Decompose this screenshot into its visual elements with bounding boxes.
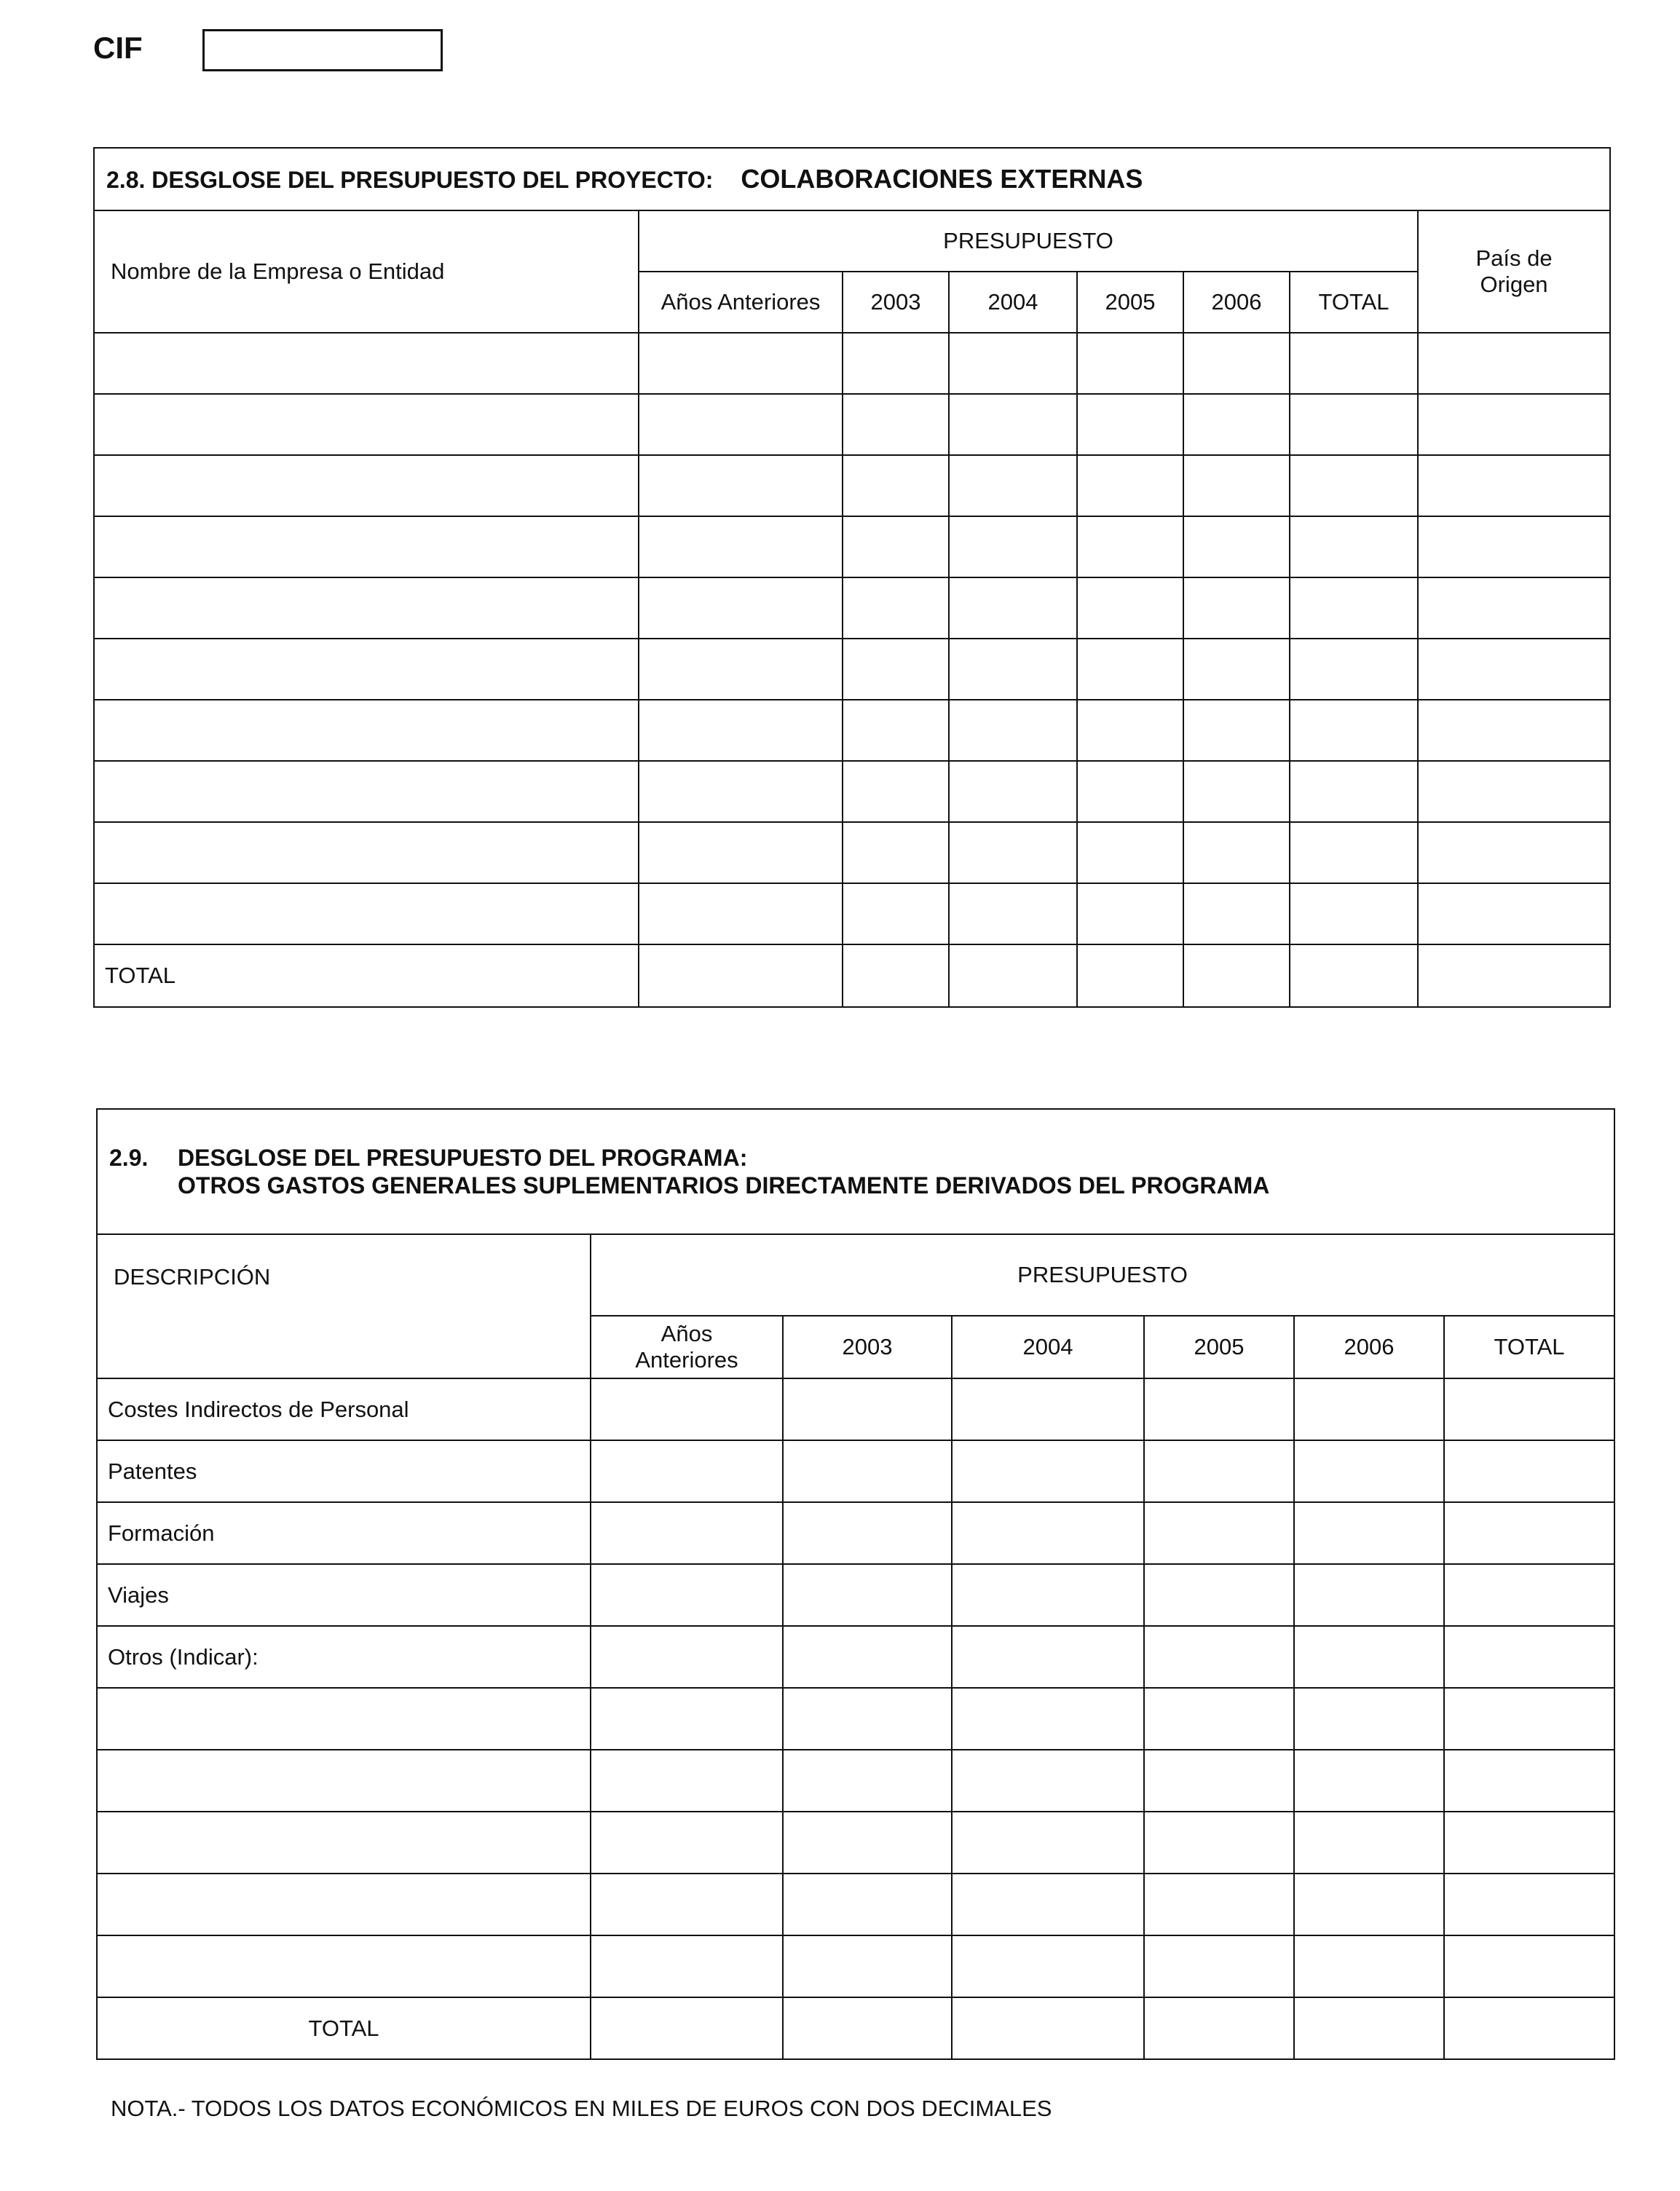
budget-input-cell[interactable] bbox=[591, 1874, 783, 1935]
budget-input-cell[interactable] bbox=[1444, 1688, 1614, 1750]
section-2-8-subtitle: COLABORACIONES EXTERNAS bbox=[741, 164, 1143, 194]
col-header-3: 2005 bbox=[1077, 272, 1183, 333]
col-header-2-4: TOTAL bbox=[1444, 1316, 1614, 1378]
budget-input-cell[interactable] bbox=[1294, 1874, 1444, 1935]
budget-input-cell[interactable] bbox=[843, 394, 949, 455]
table-row bbox=[94, 822, 1610, 883]
entidad-input-cell[interactable] bbox=[94, 394, 639, 455]
budget-input-cell[interactable] bbox=[1077, 333, 1183, 394]
budget-input-cell[interactable] bbox=[1444, 1812, 1614, 1874]
table-colaboraciones-externas bbox=[93, 147, 1611, 1008]
budget-input-cell[interactable] bbox=[949, 455, 1077, 516]
table-row bbox=[97, 1750, 1614, 1812]
col-header-presupuesto: PRESUPUESTO bbox=[639, 210, 1418, 272]
budget-input-cell[interactable] bbox=[952, 1502, 1144, 1564]
row-description: Otros (Indicar): bbox=[97, 1626, 591, 1688]
budget-input-cell[interactable] bbox=[949, 333, 1077, 394]
entidad-input-cell[interactable] bbox=[94, 761, 639, 822]
budget-input-cell[interactable] bbox=[1444, 1502, 1614, 1564]
budget-input-cell[interactable] bbox=[1077, 577, 1183, 639]
col-header-pais-line2: Origen bbox=[1480, 272, 1548, 297]
budget-input-cell[interactable] bbox=[843, 516, 949, 577]
budget-input-cell[interactable] bbox=[949, 394, 1077, 455]
cif-input-box[interactable] bbox=[202, 29, 443, 71]
table-row bbox=[97, 1812, 1614, 1874]
total-input-cell[interactable] bbox=[1294, 1997, 1444, 2059]
budget-input-cell[interactable] bbox=[1144, 1935, 1294, 1997]
budget-input-cell[interactable] bbox=[1290, 455, 1418, 516]
pais-input-cell[interactable] bbox=[1418, 516, 1610, 577]
table-row bbox=[97, 1688, 1614, 1750]
section-2-8-number: 2.8. bbox=[106, 167, 146, 193]
col-header-4: 2006 bbox=[1183, 272, 1290, 333]
row-description[interactable] bbox=[97, 1812, 591, 1874]
entidad-input-cell[interactable] bbox=[94, 516, 639, 577]
section-2-9-title-line1: DESGLOSE DEL PRESUPUESTO DEL PROGRAMA: bbox=[178, 1145, 748, 1171]
table-row bbox=[94, 394, 1610, 455]
budget-input-cell[interactable] bbox=[1183, 333, 1290, 394]
budget-input-cell[interactable] bbox=[843, 822, 949, 883]
budget-input-cell[interactable] bbox=[1183, 516, 1290, 577]
col-header-2-0: 2003 bbox=[783, 1316, 952, 1378]
total-input-cell[interactable] bbox=[949, 944, 1077, 1007]
budget-input-cell[interactable] bbox=[639, 700, 843, 761]
budget-input-cell[interactable] bbox=[1290, 822, 1418, 883]
col-header-2-3: 2006 bbox=[1294, 1316, 1444, 1378]
budget-input-cell[interactable] bbox=[783, 1626, 952, 1688]
budget-input-cell[interactable] bbox=[1294, 1502, 1444, 1564]
budget-input-cell[interactable] bbox=[949, 883, 1077, 944]
budget-input-cell[interactable] bbox=[843, 455, 949, 516]
budget-input-cell[interactable] bbox=[843, 761, 949, 822]
budget-input-cell[interactable] bbox=[1294, 1626, 1444, 1688]
table-row bbox=[97, 1502, 1614, 1564]
budget-input-cell[interactable] bbox=[843, 333, 949, 394]
budget-input-cell[interactable] bbox=[1144, 1440, 1294, 1502]
total-label: TOTAL bbox=[94, 944, 639, 1007]
total-input-cell[interactable] bbox=[639, 944, 843, 1007]
budget-input-cell[interactable] bbox=[1290, 761, 1418, 822]
budget-input-cell[interactable] bbox=[1144, 1378, 1294, 1440]
budget-input-cell[interactable] bbox=[783, 1378, 952, 1440]
budget-input-cell[interactable] bbox=[1077, 883, 1183, 944]
row-description: Viajes bbox=[97, 1564, 591, 1626]
budget-input-cell[interactable] bbox=[1290, 700, 1418, 761]
col-header-descripcion: DESCRIPCIÓN bbox=[97, 1234, 591, 1378]
section-2-8-title bbox=[94, 148, 1610, 210]
footnote: NOTA.- TODOS LOS DATOS ECONÓMICOS EN MILES DE EUROS CON DOS DECIMALES bbox=[111, 2096, 1052, 2121]
col-header-2: 2004 bbox=[949, 272, 1077, 333]
budget-input-cell[interactable] bbox=[1144, 1812, 1294, 1874]
table-row bbox=[94, 516, 1610, 577]
budget-input-cell[interactable] bbox=[783, 1874, 952, 1935]
total-label-2: TOTAL bbox=[97, 1997, 591, 2059]
budget-input-cell[interactable] bbox=[843, 883, 949, 944]
budget-input-cell[interactable] bbox=[783, 1812, 952, 1874]
pais-input-cell[interactable] bbox=[1418, 577, 1610, 639]
budget-input-cell[interactable] bbox=[952, 1378, 1144, 1440]
entidad-input-cell[interactable] bbox=[94, 455, 639, 516]
total-input-cell[interactable] bbox=[1183, 944, 1290, 1007]
entidad-input-cell[interactable] bbox=[94, 883, 639, 944]
table-row bbox=[97, 1874, 1614, 1935]
table-row bbox=[94, 639, 1610, 700]
budget-input-cell[interactable] bbox=[952, 1812, 1144, 1874]
budget-input-cell[interactable] bbox=[1290, 639, 1418, 700]
total-input-cell[interactable] bbox=[1444, 1997, 1614, 2059]
budget-input-cell[interactable] bbox=[952, 1688, 1144, 1750]
row-description: Costes Indirectos de Personal bbox=[97, 1378, 591, 1440]
budget-input-cell[interactable] bbox=[1077, 822, 1183, 883]
budget-input-cell[interactable] bbox=[1144, 1688, 1294, 1750]
row-description[interactable] bbox=[97, 1750, 591, 1812]
total-input-cell[interactable] bbox=[591, 1997, 783, 2059]
budget-input-cell[interactable] bbox=[1077, 516, 1183, 577]
budget-input-cell[interactable] bbox=[591, 1502, 783, 1564]
pais-input-cell[interactable] bbox=[1418, 455, 1610, 516]
budget-input-cell[interactable] bbox=[949, 639, 1077, 700]
total-input-cell[interactable] bbox=[1290, 944, 1418, 1007]
row-description[interactable] bbox=[97, 1874, 591, 1935]
row-description: Patentes bbox=[97, 1440, 591, 1502]
budget-input-cell[interactable] bbox=[1294, 1440, 1444, 1502]
pais-input-cell[interactable] bbox=[1418, 333, 1610, 394]
budget-input-cell[interactable] bbox=[1183, 822, 1290, 883]
budget-input-cell[interactable] bbox=[783, 1564, 952, 1626]
budget-input-cell[interactable] bbox=[1444, 1935, 1614, 1997]
budget-input-cell[interactable] bbox=[783, 1935, 952, 1997]
col-header-1: 2003 bbox=[843, 272, 949, 333]
col-header-0: Años Anteriores bbox=[639, 272, 843, 333]
row-description[interactable] bbox=[97, 1688, 591, 1750]
budget-input-cell[interactable] bbox=[783, 1502, 952, 1564]
budget-input-cell[interactable] bbox=[1294, 1378, 1444, 1440]
total-input-cell[interactable] bbox=[783, 1997, 952, 2059]
total-input-cell[interactable] bbox=[843, 944, 949, 1007]
budget-input-cell[interactable] bbox=[591, 1378, 783, 1440]
table-row bbox=[97, 1935, 1614, 1997]
budget-input-cell[interactable] bbox=[949, 516, 1077, 577]
col-header-anos-line2: Anteriores bbox=[635, 1347, 738, 1373]
budget-input-cell[interactable] bbox=[1294, 1812, 1444, 1874]
budget-input-cell[interactable] bbox=[1294, 1564, 1444, 1626]
total-input-cell[interactable] bbox=[952, 1997, 1144, 2059]
pais-input-cell[interactable] bbox=[1418, 822, 1610, 883]
budget-input-cell[interactable] bbox=[1444, 1750, 1614, 1812]
budget-input-cell[interactable] bbox=[949, 700, 1077, 761]
table-row bbox=[94, 577, 1610, 639]
budget-input-cell[interactable] bbox=[1077, 761, 1183, 822]
budget-input-cell[interactable] bbox=[952, 1750, 1144, 1812]
budget-input-cell[interactable] bbox=[1290, 516, 1418, 577]
budget-input-cell[interactable] bbox=[1444, 1378, 1614, 1440]
budget-input-cell[interactable] bbox=[1144, 1626, 1294, 1688]
pais-input-cell[interactable] bbox=[1418, 639, 1610, 700]
budget-input-cell[interactable] bbox=[952, 1440, 1144, 1502]
budget-input-cell[interactable] bbox=[1444, 1440, 1614, 1502]
budget-input-cell[interactable] bbox=[639, 822, 843, 883]
total-input-cell[interactable] bbox=[1144, 1997, 1294, 2059]
pais-input-cell[interactable] bbox=[1418, 700, 1610, 761]
budget-input-cell[interactable] bbox=[843, 639, 949, 700]
col-header-2-1: 2004 bbox=[952, 1316, 1144, 1378]
table-row bbox=[94, 333, 1610, 394]
total-input-cell[interactable] bbox=[1077, 944, 1183, 1007]
budget-input-cell[interactable] bbox=[639, 577, 843, 639]
budget-input-cell[interactable] bbox=[591, 1935, 783, 1997]
budget-input-cell[interactable] bbox=[1183, 700, 1290, 761]
budget-input-cell[interactable] bbox=[1290, 333, 1418, 394]
budget-input-cell[interactable] bbox=[949, 577, 1077, 639]
budget-input-cell[interactable] bbox=[843, 700, 949, 761]
col-header-presupuesto-2: PRESUPUESTO bbox=[591, 1234, 1614, 1316]
budget-input-cell[interactable] bbox=[1294, 1750, 1444, 1812]
pais-input-cell[interactable] bbox=[1418, 394, 1610, 455]
row-description[interactable] bbox=[97, 1935, 591, 1997]
col-header-anos-line1: Años bbox=[660, 1321, 713, 1346]
table-row bbox=[94, 700, 1610, 761]
col-header-2-2: 2005 bbox=[1144, 1316, 1294, 1378]
budget-input-cell[interactable] bbox=[1144, 1750, 1294, 1812]
budget-input-cell[interactable] bbox=[1077, 639, 1183, 700]
budget-input-cell[interactable] bbox=[1290, 394, 1418, 455]
budget-input-cell[interactable] bbox=[1444, 1874, 1614, 1935]
table-row bbox=[94, 761, 1610, 822]
table-row bbox=[97, 1440, 1614, 1502]
cif-label: CIF bbox=[93, 31, 143, 65]
budget-input-cell[interactable] bbox=[639, 883, 843, 944]
budget-input-cell[interactable] bbox=[1077, 394, 1183, 455]
section-2-9-title bbox=[97, 1109, 1614, 1234]
table-otros-gastos bbox=[96, 1108, 1615, 2060]
entidad-input-cell[interactable] bbox=[94, 700, 639, 761]
budget-input-cell[interactable] bbox=[639, 639, 843, 700]
budget-input-cell[interactable] bbox=[1290, 577, 1418, 639]
budget-input-cell[interactable] bbox=[783, 1750, 952, 1812]
budget-input-cell[interactable] bbox=[949, 822, 1077, 883]
budget-input-cell[interactable] bbox=[783, 1440, 952, 1502]
budget-input-cell[interactable] bbox=[1294, 1935, 1444, 1997]
entidad-input-cell[interactable] bbox=[94, 577, 639, 639]
total-input-cell[interactable] bbox=[1418, 944, 1610, 1007]
budget-input-cell[interactable] bbox=[952, 1564, 1144, 1626]
budget-input-cell[interactable] bbox=[639, 455, 843, 516]
col-header-5: TOTAL bbox=[1290, 272, 1418, 333]
budget-input-cell[interactable] bbox=[1144, 1564, 1294, 1626]
budget-input-cell[interactable] bbox=[1183, 577, 1290, 639]
col-header-pais-origen bbox=[1418, 210, 1610, 333]
budget-input-cell[interactable] bbox=[591, 1812, 783, 1874]
table-row bbox=[97, 1378, 1614, 1440]
col-header-anos-anteriores-2 bbox=[591, 1316, 783, 1378]
budget-input-cell[interactable] bbox=[1183, 639, 1290, 700]
budget-input-cell[interactable] bbox=[1183, 455, 1290, 516]
entidad-input-cell[interactable] bbox=[94, 822, 639, 883]
section-2-8-title-text: DESGLOSE DEL PRESUPUESTO DEL PROYECTO: bbox=[151, 167, 714, 193]
pais-input-cell[interactable] bbox=[1418, 761, 1610, 822]
budget-input-cell[interactable] bbox=[591, 1750, 783, 1812]
budget-input-cell[interactable] bbox=[1144, 1502, 1294, 1564]
total-row bbox=[97, 1997, 1614, 2059]
budget-input-cell[interactable] bbox=[1183, 883, 1290, 944]
budget-input-cell[interactable] bbox=[1444, 1564, 1614, 1626]
budget-input-cell[interactable] bbox=[591, 1688, 783, 1750]
table-row bbox=[94, 455, 1610, 516]
table-row bbox=[97, 1564, 1614, 1626]
budget-input-cell[interactable] bbox=[591, 1626, 783, 1688]
table-row bbox=[97, 1626, 1614, 1688]
budget-input-cell[interactable] bbox=[952, 1626, 1144, 1688]
budget-input-cell[interactable] bbox=[591, 1440, 783, 1502]
budget-input-cell[interactable] bbox=[952, 1874, 1144, 1935]
budget-input-cell[interactable] bbox=[1144, 1874, 1294, 1935]
col-header-nombre: Nombre de la Empresa o Entidad bbox=[94, 210, 639, 333]
budget-input-cell[interactable] bbox=[1183, 761, 1290, 822]
budget-input-cell[interactable] bbox=[1077, 455, 1183, 516]
pais-input-cell[interactable] bbox=[1418, 883, 1610, 944]
budget-input-cell[interactable] bbox=[1183, 394, 1290, 455]
budget-input-cell[interactable] bbox=[639, 516, 843, 577]
total-row bbox=[94, 944, 1610, 1007]
budget-input-cell[interactable] bbox=[591, 1564, 783, 1626]
budget-input-cell[interactable] bbox=[1290, 883, 1418, 944]
section-2-9-title-line2: OTROS GASTOS GENERALES SUPLEMENTARIOS DIRECTAMENTE DERIVADOS DEL PROGRAMA bbox=[178, 1172, 1270, 1199]
col-header-pais-line1: País de bbox=[1475, 245, 1553, 271]
budget-input-cell[interactable] bbox=[1294, 1688, 1444, 1750]
table-row bbox=[94, 883, 1610, 944]
section-2-9-number: 2.9. bbox=[109, 1145, 149, 1171]
budget-input-cell[interactable] bbox=[783, 1688, 952, 1750]
budget-input-cell[interactable] bbox=[639, 333, 843, 394]
budget-input-cell[interactable] bbox=[639, 394, 843, 455]
entidad-input-cell[interactable] bbox=[94, 639, 639, 700]
entidad-input-cell[interactable] bbox=[94, 333, 639, 394]
row-description: Formación bbox=[97, 1502, 591, 1564]
budget-input-cell[interactable] bbox=[1077, 700, 1183, 761]
budget-input-cell[interactable] bbox=[952, 1935, 1144, 1997]
budget-input-cell[interactable] bbox=[949, 761, 1077, 822]
budget-input-cell[interactable] bbox=[639, 761, 843, 822]
budget-input-cell[interactable] bbox=[843, 577, 949, 639]
budget-input-cell[interactable] bbox=[1444, 1626, 1614, 1688]
